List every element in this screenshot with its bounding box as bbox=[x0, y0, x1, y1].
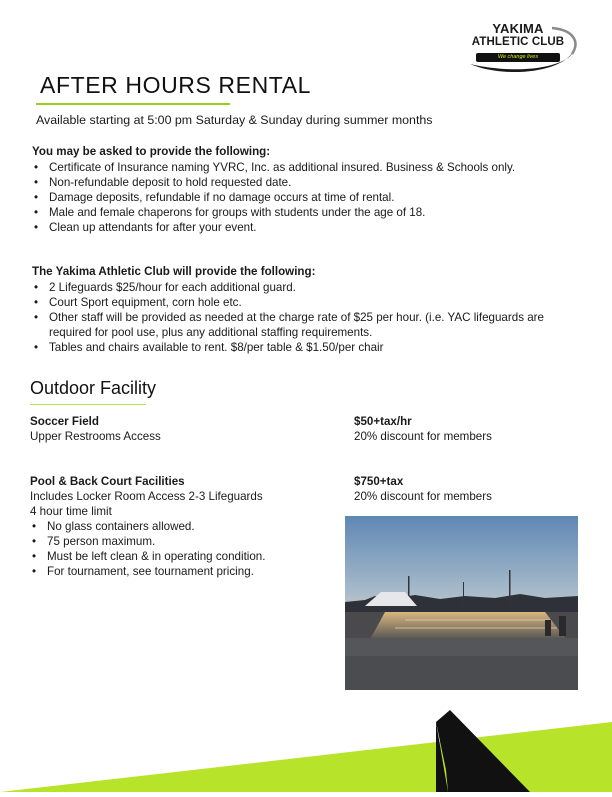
list-item: • 2 Lifeguards $25/hour for each additional guard. bbox=[32, 280, 564, 295]
list-item: • Tables and chairs available to rent. $8/per table & $1.50/per chair bbox=[32, 340, 564, 355]
requirements-list bbox=[32, 160, 564, 235]
logo-line2: ATHLETIC CLUB bbox=[471, 36, 565, 48]
list-item: • 75 person maximum. bbox=[30, 534, 330, 549]
pool-facility-discount: 20% discount for members bbox=[354, 490, 492, 503]
requirements-heading: You may be asked to provide the following: bbox=[32, 145, 271, 158]
title-underline bbox=[36, 103, 230, 105]
pool-facility-name: Pool & Back Court Facilities bbox=[30, 475, 185, 488]
club-logo bbox=[462, 20, 582, 76]
list-item: • No glass containers allowed. bbox=[30, 519, 330, 534]
page-title: AFTER HOURS RENTAL bbox=[40, 72, 312, 98]
soccer-field-detail: Upper Restrooms Access bbox=[30, 430, 161, 443]
provided-heading: The Yakima Athletic Club will provide the following: bbox=[32, 265, 316, 278]
pool-facility-detail: Includes Locker Room Access 2-3 Lifeguards bbox=[30, 490, 263, 503]
corner-accent-icon bbox=[0, 700, 612, 792]
pool-facility-price: $750+tax bbox=[354, 475, 404, 488]
list-item: • Other staff will be provided as needed at the charge rate of $25 per hour. (i.e. YAC lifeguards are required for pool use, plus any additional staffing requirements. bbox=[32, 310, 564, 340]
availability-note: Available starting at 5:00 pm Saturday & Sunday during summer months bbox=[36, 113, 433, 127]
pool-time-limit: 4 hour time limit bbox=[30, 505, 112, 518]
outdoor-underline bbox=[30, 404, 146, 405]
pool-rules-list bbox=[30, 519, 330, 579]
soccer-field-name: Soccer Field bbox=[30, 415, 99, 428]
list-item: • Non-refundable deposit to hold requested date. bbox=[32, 175, 564, 190]
soccer-field-discount: 20% discount for members bbox=[354, 430, 492, 443]
logo-line1: YAKIMA bbox=[492, 21, 544, 36]
list-item: • Certificate of Insurance naming YVRC, Inc. as additional insured. Business & Schools only. bbox=[32, 160, 564, 175]
list-item: • Court Sport equipment, corn hole etc. bbox=[32, 295, 564, 310]
outdoor-facility-title: Outdoor Facility bbox=[30, 378, 157, 398]
list-item: • Clean up attendants for after your event. bbox=[32, 220, 564, 235]
pool-sunset-photo bbox=[345, 516, 578, 690]
list-item: • Damage deposits, refundable if no damage occurs at time of rental. bbox=[32, 190, 564, 205]
soccer-field-price: $50+tax/hr bbox=[354, 415, 412, 428]
list-item: • For tournament, see tournament pricing. bbox=[30, 564, 330, 579]
list-item: • Must be left clean & in operating condition. bbox=[30, 549, 330, 564]
logo-tagline: We change lives bbox=[476, 53, 560, 62]
list-item: • Male and female chaperons for groups with students under the age of 18. bbox=[32, 205, 564, 220]
provided-list bbox=[32, 280, 564, 355]
